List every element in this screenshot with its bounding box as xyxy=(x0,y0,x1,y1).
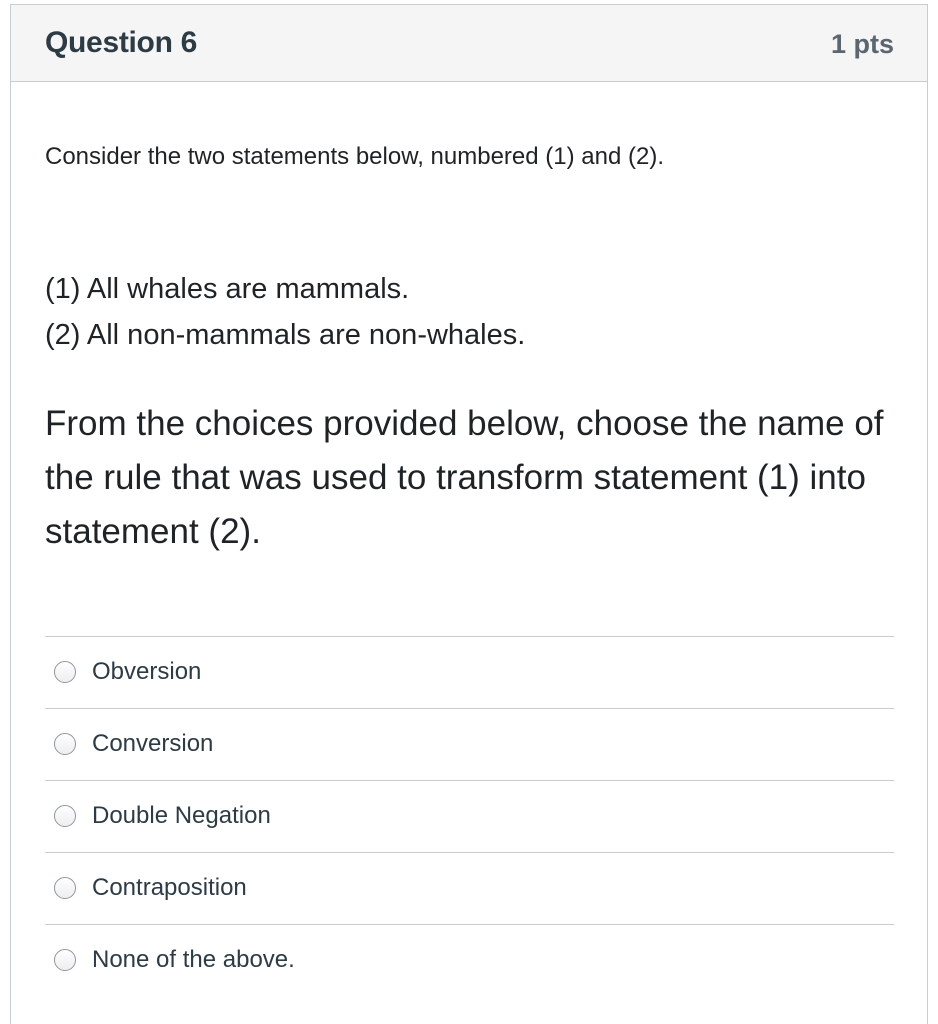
statement-1: (1) All whales are mammals. xyxy=(45,273,410,305)
answer-option-double-negation[interactable] xyxy=(45,781,894,853)
answer-list xyxy=(45,636,894,996)
answer-option-conversion[interactable] xyxy=(45,709,894,781)
statement-2: (2) All non-mammals are non-whales. xyxy=(45,319,526,351)
radio-button[interactable] xyxy=(54,877,76,899)
answer-option-none-of-the-above[interactable] xyxy=(45,925,894,996)
answer-option-obversion[interactable] xyxy=(45,637,894,709)
radio-button[interactable] xyxy=(54,733,76,755)
question-header xyxy=(11,5,927,82)
question-card xyxy=(10,4,928,1024)
statement-list xyxy=(45,266,525,358)
question-prompt: From the choices provided below, choose the name of the rule that was used to transform statement (1) into statement (2). xyxy=(45,404,884,551)
radio-button[interactable] xyxy=(54,661,76,683)
answer-label[interactable]: Double Negation xyxy=(92,802,271,829)
radio-button[interactable] xyxy=(54,949,76,971)
question-points: 1 pts xyxy=(830,29,894,59)
answer-label[interactable]: None of the above. xyxy=(92,946,295,973)
answer-label[interactable]: Contraposition xyxy=(92,874,247,901)
answer-label[interactable]: Obversion xyxy=(92,658,202,685)
answer-label[interactable]: Conversion xyxy=(92,730,214,757)
question-intro: Consider the two statements below, numbered (1) and (2). xyxy=(45,143,664,170)
question-title: Question 6 xyxy=(45,26,198,59)
radio-button[interactable] xyxy=(54,805,76,827)
answer-option-contraposition[interactable] xyxy=(45,853,894,925)
